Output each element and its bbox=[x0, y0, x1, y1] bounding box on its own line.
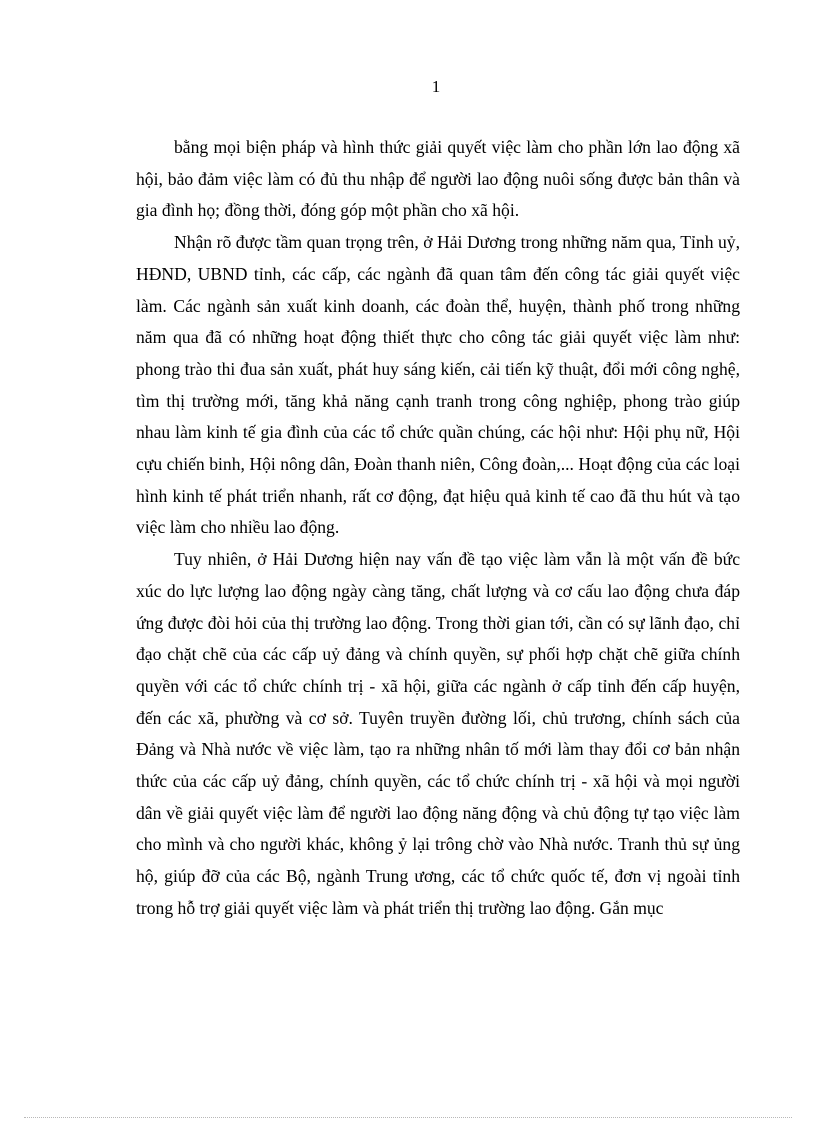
body-text bbox=[136, 132, 740, 925]
page-number: 1 bbox=[431, 77, 441, 96]
paragraph-1: bằng mọi biện pháp và hình thức giải quyết việc làm cho phần lớn lao động xã hội, bảo đảm việc làm có đủ thu nhập để người lao động nuôi sống được bản thân và gia đình họ; đồng thời, đóng góp một phần cho xã hội. bbox=[136, 137, 740, 221]
paragraph-3: Tuy nhiên, ở Hải Dương hiện nay vấn đề tạo việc làm vẫn là một vấn đề bức xúc do lực lượng lao động ngày càng tăng, chất lượng và cơ cấu lao động chưa đáp ứng được đòi hỏi của thị trường lao động. Trong thời gian tới, cần có sự lãnh đạo, chỉ đạo chặt chẽ của các cấp uỷ đảng và chính quyền, sự phối hợp chặt chẽ giữa chính quyền với các tổ chức chính trị - xã hội, giữa các ngành ở cấp tỉnh đến cấp huyện, đến các xã, phường và cơ sở. Tuyên truyền đường lối, chủ trương, chính sách của Đảng và Nhà nước về việc làm, tạo ra những nhân tố mới làm thay đổi cơ bản nhận thức của các cấp uỷ đảng, chính quyền, các tổ chức chính trị - xã hội và mọi người dân về giải quyết việc làm để người lao động năng động và chủ động tự tạo việc làm cho mình và cho người khác, không ỷ lại trông chờ vào Nhà nước. Tranh thủ sự ủng hộ, giúp đỡ của các Bộ, ngành Trung ương, các tổ chức quốc tế, đơn vị ngoài tỉnh trong hỗ trợ giải quyết việc làm và phát triển thị trường lao động. Gắn mục bbox=[136, 549, 740, 918]
page-bottom-rule bbox=[24, 1117, 792, 1118]
paragraph-2: Nhận rõ được tầm quan trọng trên, ở Hải Dương trong những năm qua, Tỉnh uỷ, HĐND, UBND tỉnh, các cấp, các ngành đã quan tâm đến công tác giải quyết việc làm. Các ngành sản xuất kinh doanh, các đoàn thể, huyện, thành phố trong những năm qua đã có những hoạt động thiết thực cho công tác giải quyết việc làm như: phong trào thi đua sản xuất, phát huy sáng kiến, cải tiến kỹ thuật, đổi mới công nghệ, tìm thị trường mới, tăng khả năng cạnh tranh trong công nghiệp, phong trào giúp nhau làm kinh tế gia đình của các tổ chức quần chúng, các hội như: Hội phụ nữ, Hội cựu chiến binh, Hội nông dân, Đoàn thanh niên, Công đoàn,... Hoạt động của các loại hình kinh tế phát triển nhanh, rất cơ động, đạt hiệu quả kinh tế cao đã thu hút và tạo việc làm cho nhiều lao động. bbox=[136, 232, 740, 538]
